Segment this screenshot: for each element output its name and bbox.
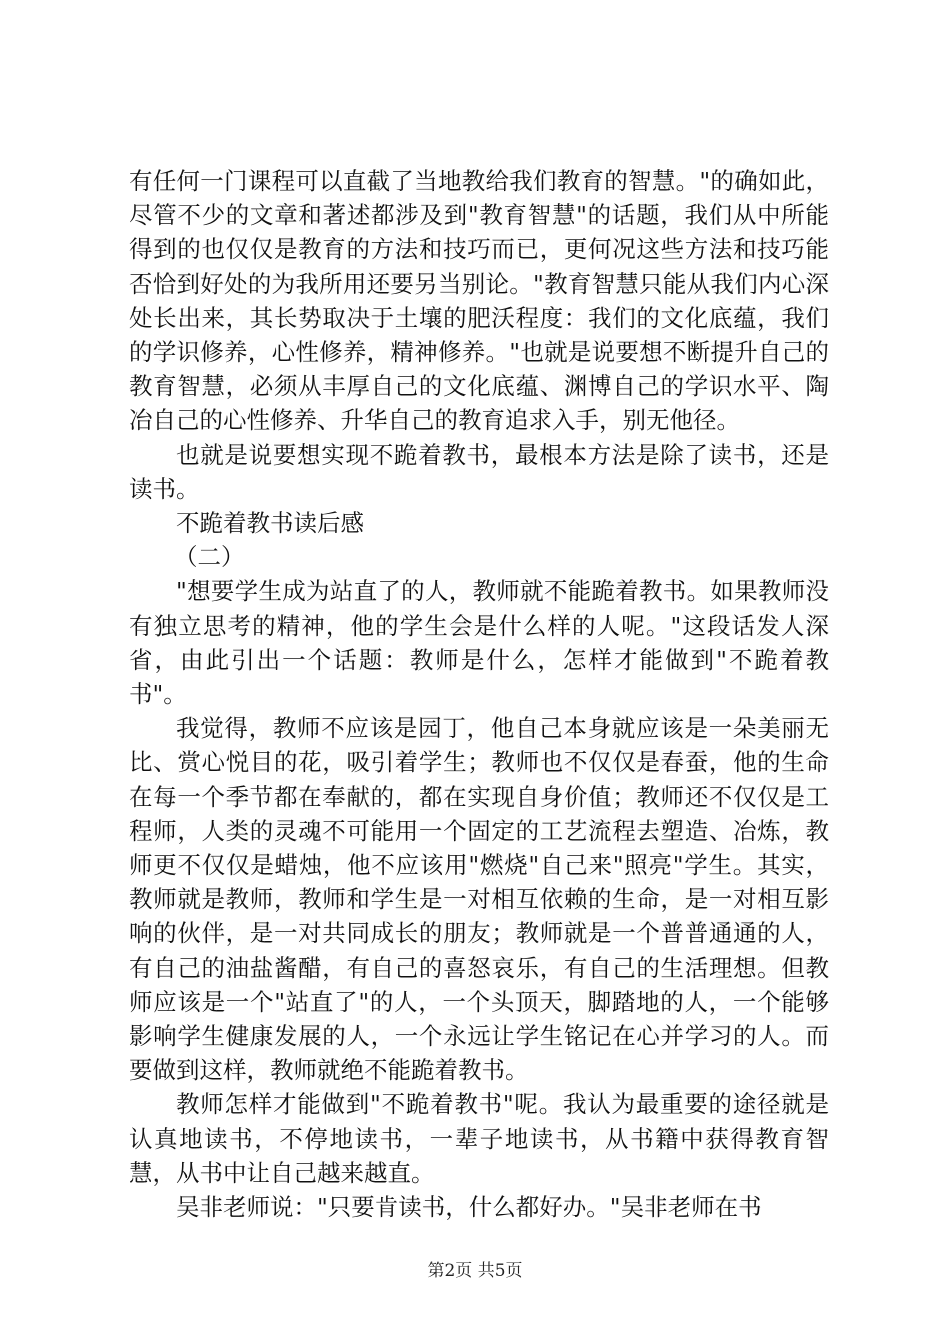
paragraph-reading: 教师怎样才能做到"不跪着教书"呢。我认为最重要的途径就是认真地读书，不停地读书，一辈子地读书，从书籍中获得教育智慧，从书中让自己越来越直。 [129,1090,829,1187]
section-title: 不跪着教书读后感 [176,509,364,538]
page-number: 第2页 共5页 [427,1261,523,1281]
document-body [129,164,829,1224]
paragraph-continuation: 有任何一门课程可以直截了当地教给我们教育的智慧。"的确如此，尽管不少的文章和著述都涉及到"教育智慧"的话题，我们从中所能得到的也仅仅是教育的方法和技巧而已，更何况这些方法和技巧能否恰到好处的为我所用还要另当别论。"教育智慧只能从我们内心深处长出来，其长势取决于土壤的肥沃程度：我们的文化底蕴，我们的学识修养，心性修养，精神修养。"也就是说要想不断提升自己的教育智慧，必须从丰厚自己的文化底蕴、渊博自己的学识水平、陶冶自己的心性修养、升华自己的教育追求入手，别无他径。 [129,167,829,435]
paragraph-wu-fei: 吴非老师说："只要肯读书，什么都好办。"吴非老师在书 [176,1193,762,1222]
paragraph-quote: "想要学生成为站直了的人，教师就不能跪着教书。如果教师没有独立思考的精神，他的学生会是什么样的人呢。"这段话发人深省，由此引出一个话题：教师是什么，怎样才能做到"不跪着教书"。 [129,577,829,709]
paragraph-teacher-role: 我觉得，教师不应该是园丁，他自己本身就应该是一朵美丽无比、赏心悦目的花，吸引着学生；教师也不仅仅是春蚕，他的生命在每一个季节都在奉献的，都在实现自身价值；教师还不仅仅是工程师，人类的灵魂不可能用一个固定的工艺流程去塑造、冶炼，教师更不仅仅是蜡烛，他不应该用"燃烧"自己来"照亮"学生。其实，教师就是教师，教师和学生是一对相互依赖的生命，是一对相互影响的伙伴，是一对共同成长的朋友；教师就是一个普普通通的人，有自己的油盐酱醋，有自己的喜怒哀乐，有自己的生活理想。但教师应该是一个"站直了"的人，一个头顶天，脚踏地的人，一个能够影响学生健康发展的人，一个永远让学生铭记在心并学习的人。而要做到这样，教师就绝不能跪着教书。 [129,714,829,1085]
section-number: （二） [174,543,245,572]
paragraph-conclusion: 也就是说要想实现不跪着教书，最根本方法是除了读书，还是读书。 [129,440,829,503]
